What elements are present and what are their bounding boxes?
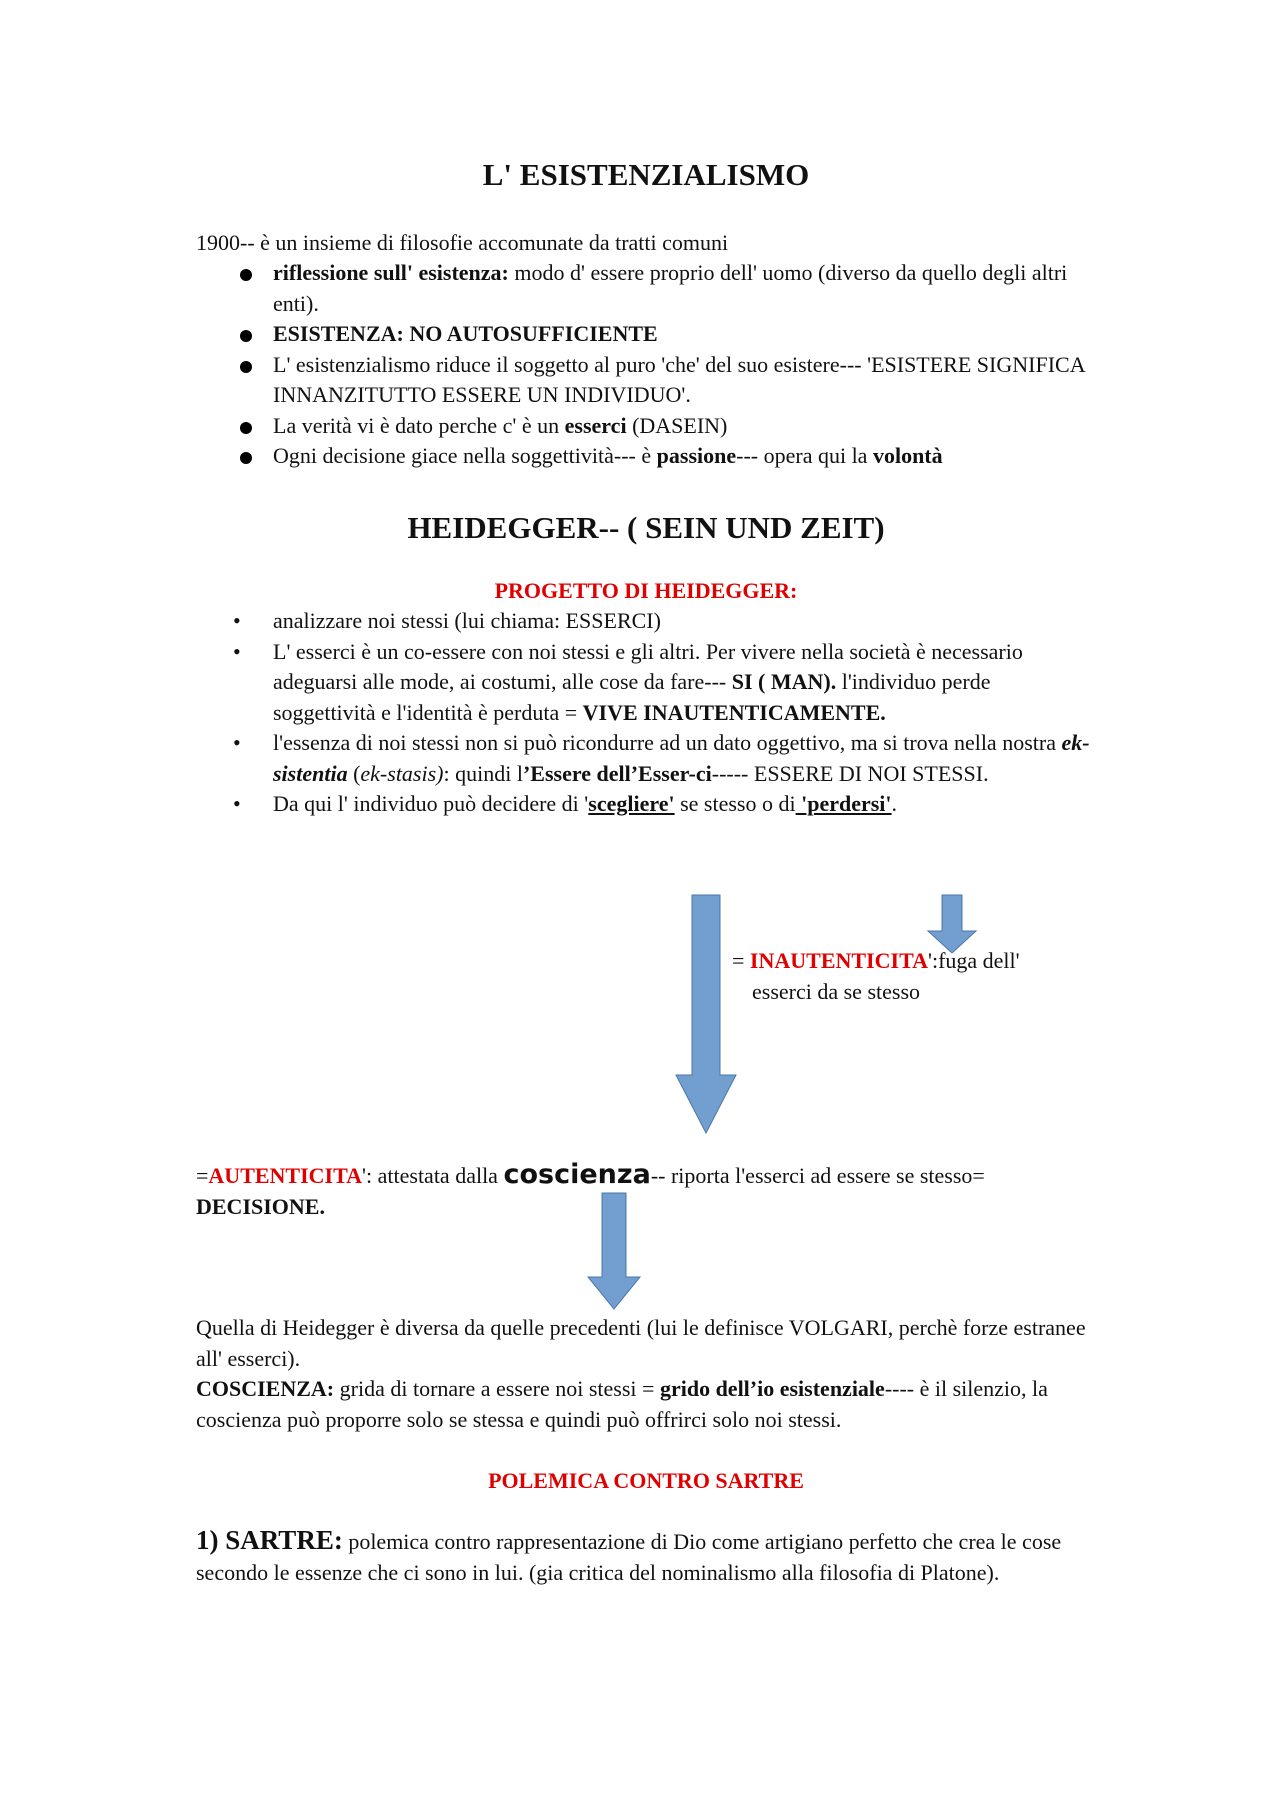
list-item: L' esistenzialismo riduce il soggetto al puro 'che' del suo esistere--- 'ESISTERE SIGNIFICA INNANZITUTTO ESSERE UN INDIVIDUO'. xyxy=(196,350,1096,411)
page-title: L' ESISTENZIALISMO xyxy=(482,157,810,192)
list-item: • l'essenza di noi stessi non si può ricondurre ad un dato oggettivo, ma si trova nella nostra ek-sistentia (ek-stasis): quindi l’Essere dell’Esser-ci----- ESSERE DI NOI STESSI. xyxy=(196,728,1096,789)
list-item: ESISTENZA: NO AUTOSUFFICIENTE xyxy=(196,319,1096,350)
intro-text: 1900-- è un insieme di filosofie accomunate da tratti comuni xyxy=(196,230,729,255)
heidegger-title: HEIDEGGER-- ( SEIN UND ZEIT) xyxy=(407,510,885,545)
features-list xyxy=(196,258,1096,472)
document-page xyxy=(196,0,1096,1811)
project-list xyxy=(196,606,1096,820)
list-item: • Da qui l' individuo può decidere di 'scegliere' se stesso o di 'perdersi'. xyxy=(196,789,1096,820)
polemic-heading: POLEMICA CONTRO SARTRE xyxy=(488,1468,804,1493)
list-item: • analizzare noi stessi (lui chiama: ESSERCI) xyxy=(196,606,1096,637)
arrow-down-large-icon xyxy=(674,895,738,1135)
list-item: La verità vi è dato perche c' è un esserci (DASEIN) xyxy=(196,411,1096,442)
list-item: riflessione sull' esistenza: modo d' essere proprio dell' uomo (diverso da quello degli altri enti). xyxy=(196,258,1096,319)
list-item: • L' esserci è un co-essere con noi stessi e gli altri. Per vivere nella società è necessario adeguarsi alle mode, ai costumi, alle cose da fare--- SI ( MAN). l'individuo perde soggettività e l'identità è perduta = VIVE INAUTENTICAMENTE. xyxy=(196,637,1096,729)
list-item: Ogni decisione giace nella soggettività--- è passione--- opera qui la volontà xyxy=(196,441,1096,472)
sartre-text: 1) SARTRE: polemica contro rappresentazione di Dio come artigiano perfetto che crea le cose secondo le essenze che ci sono in lui. (gia critica del nominalismo alla filosofia di Platone). xyxy=(196,1525,1062,1585)
inauthenticity-text: = INAUTENTICITA':fuga dell' esserci da se stesso xyxy=(732,948,1020,1004)
arrow-down-medium-icon xyxy=(586,1193,642,1311)
project-heading: PROGETTO DI HEIDEGGER: xyxy=(494,578,798,603)
authenticity-text: =AUTENTICITA': attestata dalla coscienza-- riporta l'esserci ad essere se stesso= DECISIONE. xyxy=(196,1159,985,1219)
conscience-text: COSCIENZA: grida di tornare a essere noi stessi = grido dell’io esistenziale---- è il silenzio, la coscienza può proporre solo se stessa e quindi può offrirci solo noi stessi. xyxy=(196,1376,1048,1432)
comparison-text: Quella di Heidegger è diversa da quelle precedenti (lui le definisce VOLGARI, perchè forze estranee all' esserci). xyxy=(196,1315,1086,1371)
